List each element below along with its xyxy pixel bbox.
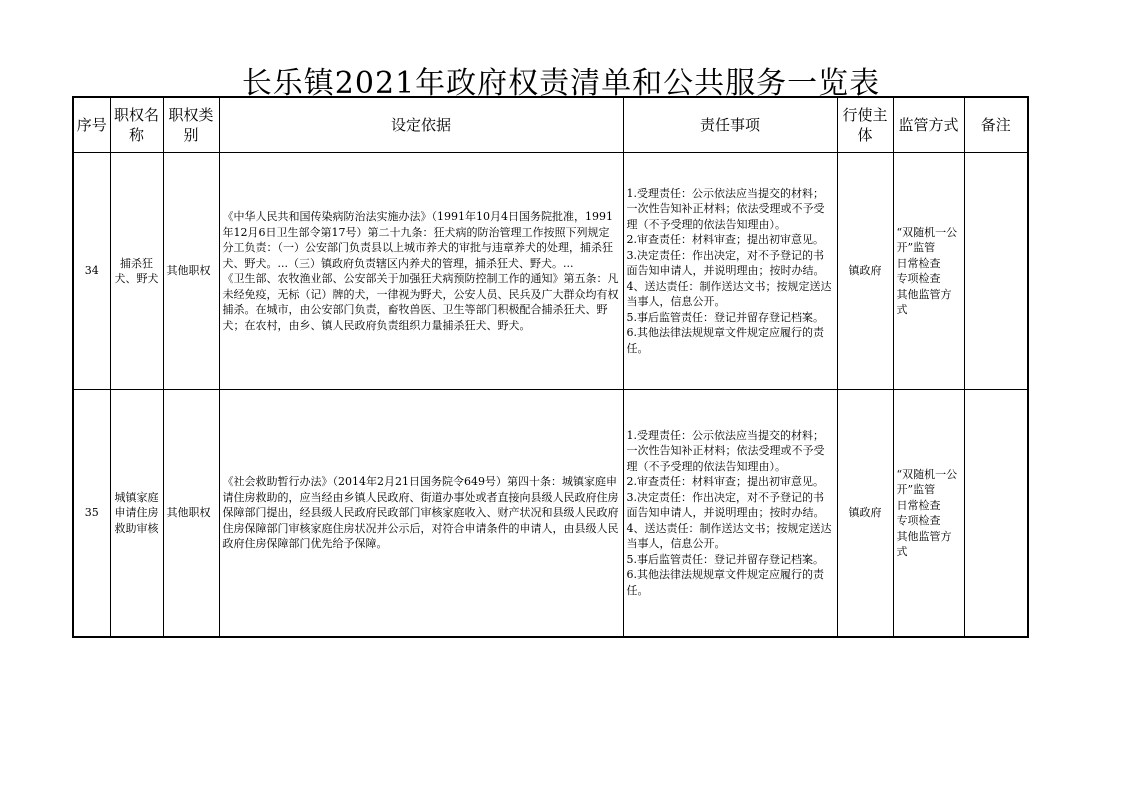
cell-basis: 《社会救助暂行办法》（2014年2月21日国务院令649号）第四十条：城镇家庭申请住房救助的，应当经由乡镇人民政府、街道办事处或者直接向县级人民政府住房保障部门提出，经县级人民政府民政部门审核家庭收入、财产状况和县级人民政府住房保障部门审核家庭住房状况并公示后，对符合申请条件的申请人，由县级人民政府住房保障部门优先给予保障。 <box>219 390 623 638</box>
cell-seq: 35 <box>73 390 110 638</box>
header-basis: 设定依据 <box>219 97 623 153</box>
header-name: 职权名称 <box>110 97 163 153</box>
page-title: 长乐镇2021年政府权责清单和公共服务一览表 <box>241 66 881 101</box>
cell-name: 捕杀狂犬、野犬 <box>110 153 163 390</box>
cell-duties: 1.受理责任：公示依法应当提交的材料；一次性告知补正材料；依法受理或不予受理（不予受理的依法告知理由）。 2.审查责任：材料审查；提出初审意见。 3.决定责任：作出决定，对不予登记的书面告知申请人，并说明理由；按时办结。 4、送达责任：制作送达文书；按规定送达当事人，信息公开。 5.事后监管责任：登记并留存登记档案。 6.其他法律法规规章文件规定应履行的责任。 <box>623 153 837 390</box>
cell-seq: 34 <box>73 153 110 390</box>
table-header-row <box>73 97 1028 153</box>
cell-supervision: “双随机一公开”监管 日常检查 专项检查 其他监管方式 <box>893 153 964 390</box>
cell-name: 城镇家庭申请住房救助审核 <box>110 390 163 638</box>
cell-duties: 1.受理责任：公示依法应当提交的材料；一次性告知补正材料；依法受理或不予受理（不予受理的依法告知理由）。 2.审查责任：材料审查；提出初审意见。 3.决定责任：作出决定，对不予登记的书面告知申请人，并说明理由；按时办结。 4、送达责任：制作送达文书；按规定送达当事人，信息公开。 5.事后监管责任：登记并留存登记档案。 6.其他法律法规规章文件规定应履行的责任。 <box>623 390 837 638</box>
cell-subject: 镇政府 <box>837 390 893 638</box>
header-supervision: 监管方式 <box>893 97 964 153</box>
cell-supervision: “双随机一公开”监管 日常检查 专项检查 其他监管方式 <box>893 390 964 638</box>
cell-basis: 《中华人民共和国传染病防治法实施办法》（1991年10月4日国务院批准，1991年12月6日卫生部令第17号）第二十九条：狂犬病的防治管理工作按照下列规定分工负责：（一）公安部门负责县以上城市养犬的审批与违章养犬的处理，捕杀狂犬、野犬。...（三）镇政府负责辖区内养犬的管理，捕杀狂犬、野犬。... 《卫生部、农牧渔业部、公安部关于加强狂犬病预防控制工作的通知》第五条：凡未经免疫，无标（记）牌的犬，一律视为野犬，公安人员、民兵及广大群众均有权捕杀。在城市，由公安部门负责，畜牧兽医、卫生等部门积极配合捕杀狂犬、野犬；在农村，由乡、镇人民政府负责组织力量捕杀狂犬、野犬。 <box>219 153 623 390</box>
cell-remarks <box>964 153 1028 390</box>
header-remarks: 备注 <box>964 97 1028 153</box>
cell-type: 其他职权 <box>163 153 219 390</box>
header-type: 职权类别 <box>163 97 219 153</box>
cell-type: 其他职权 <box>163 390 219 638</box>
table-row <box>73 153 1028 390</box>
responsibility-table <box>72 96 1029 638</box>
header-seq: 序号 <box>73 97 110 153</box>
table-row <box>73 390 1028 638</box>
header-duties: 责任事项 <box>623 97 837 153</box>
header-subject: 行使主体 <box>837 97 893 153</box>
cell-remarks <box>964 390 1028 638</box>
cell-subject: 镇政府 <box>837 153 893 390</box>
